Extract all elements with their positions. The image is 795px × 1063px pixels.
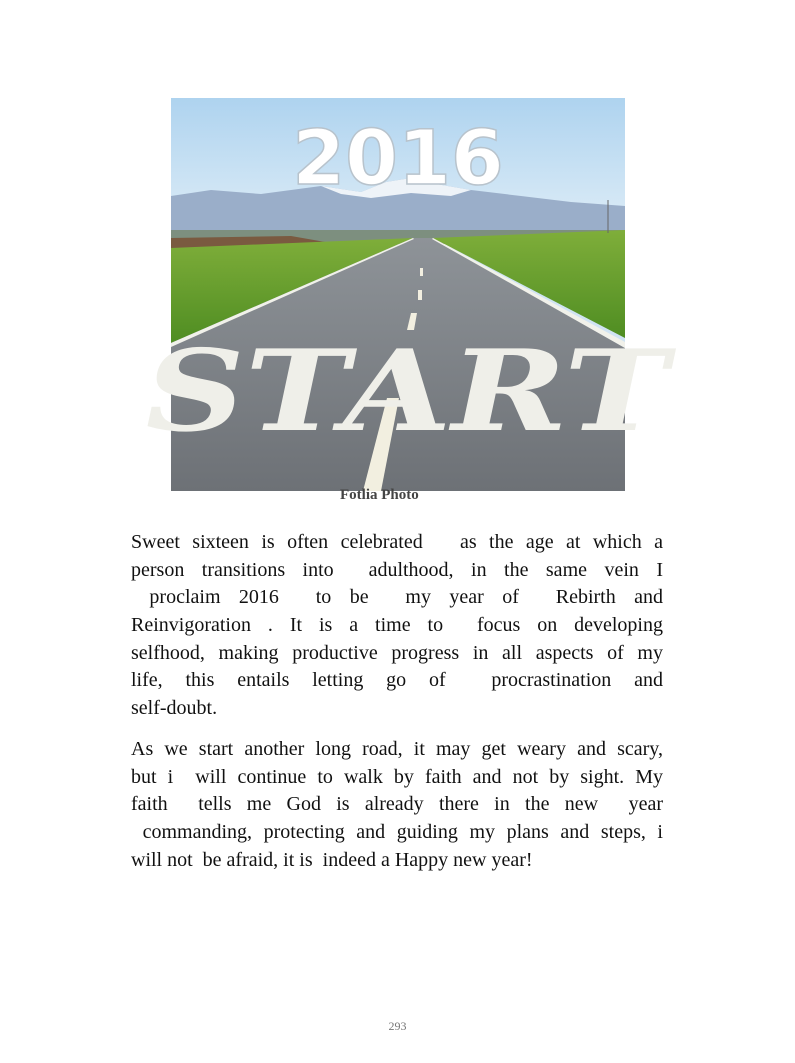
text-line: but i will continue to walk by faith and not by sight. My bbox=[131, 765, 663, 788]
image-caption-text: Fotlia Photo bbox=[340, 487, 419, 503]
text-line: faith tells me God is already there in the new year bbox=[131, 793, 663, 816]
text-line: As we start another long road, it may get weary and scary, bbox=[131, 738, 663, 760]
road-start-2016-image bbox=[130, 98, 683, 491]
image-year-text: 2016 bbox=[292, 113, 504, 202]
image-start-text: START bbox=[130, 325, 683, 458]
image-caption bbox=[340, 484, 460, 503]
page-number: 293 bbox=[388, 1019, 407, 1033]
paragraph-2 bbox=[131, 736, 663, 874]
text-line: will not be afraid, it is indeed a Happy new year! bbox=[131, 848, 533, 871]
text-line: self-doubt. bbox=[131, 697, 218, 720]
text-line: Reinvigoration . It is a time to focus on developing bbox=[131, 614, 663, 637]
text-line: selfhood, making productive progress in all aspects of my bbox=[131, 641, 663, 664]
text-line: person transitions into adulthood, in the same vein I bbox=[131, 558, 663, 581]
text-line: Sweet sixteen is often celebrated as the age at which a bbox=[131, 531, 663, 553]
text-line: life, this entails letting go of procrastination and bbox=[131, 669, 663, 692]
paragraph-1 bbox=[131, 529, 663, 723]
text-line: commanding, protecting and guiding my plans and steps, i bbox=[131, 821, 663, 844]
text-line: proclaim 2016 to be my year of Rebirth and bbox=[131, 586, 664, 609]
